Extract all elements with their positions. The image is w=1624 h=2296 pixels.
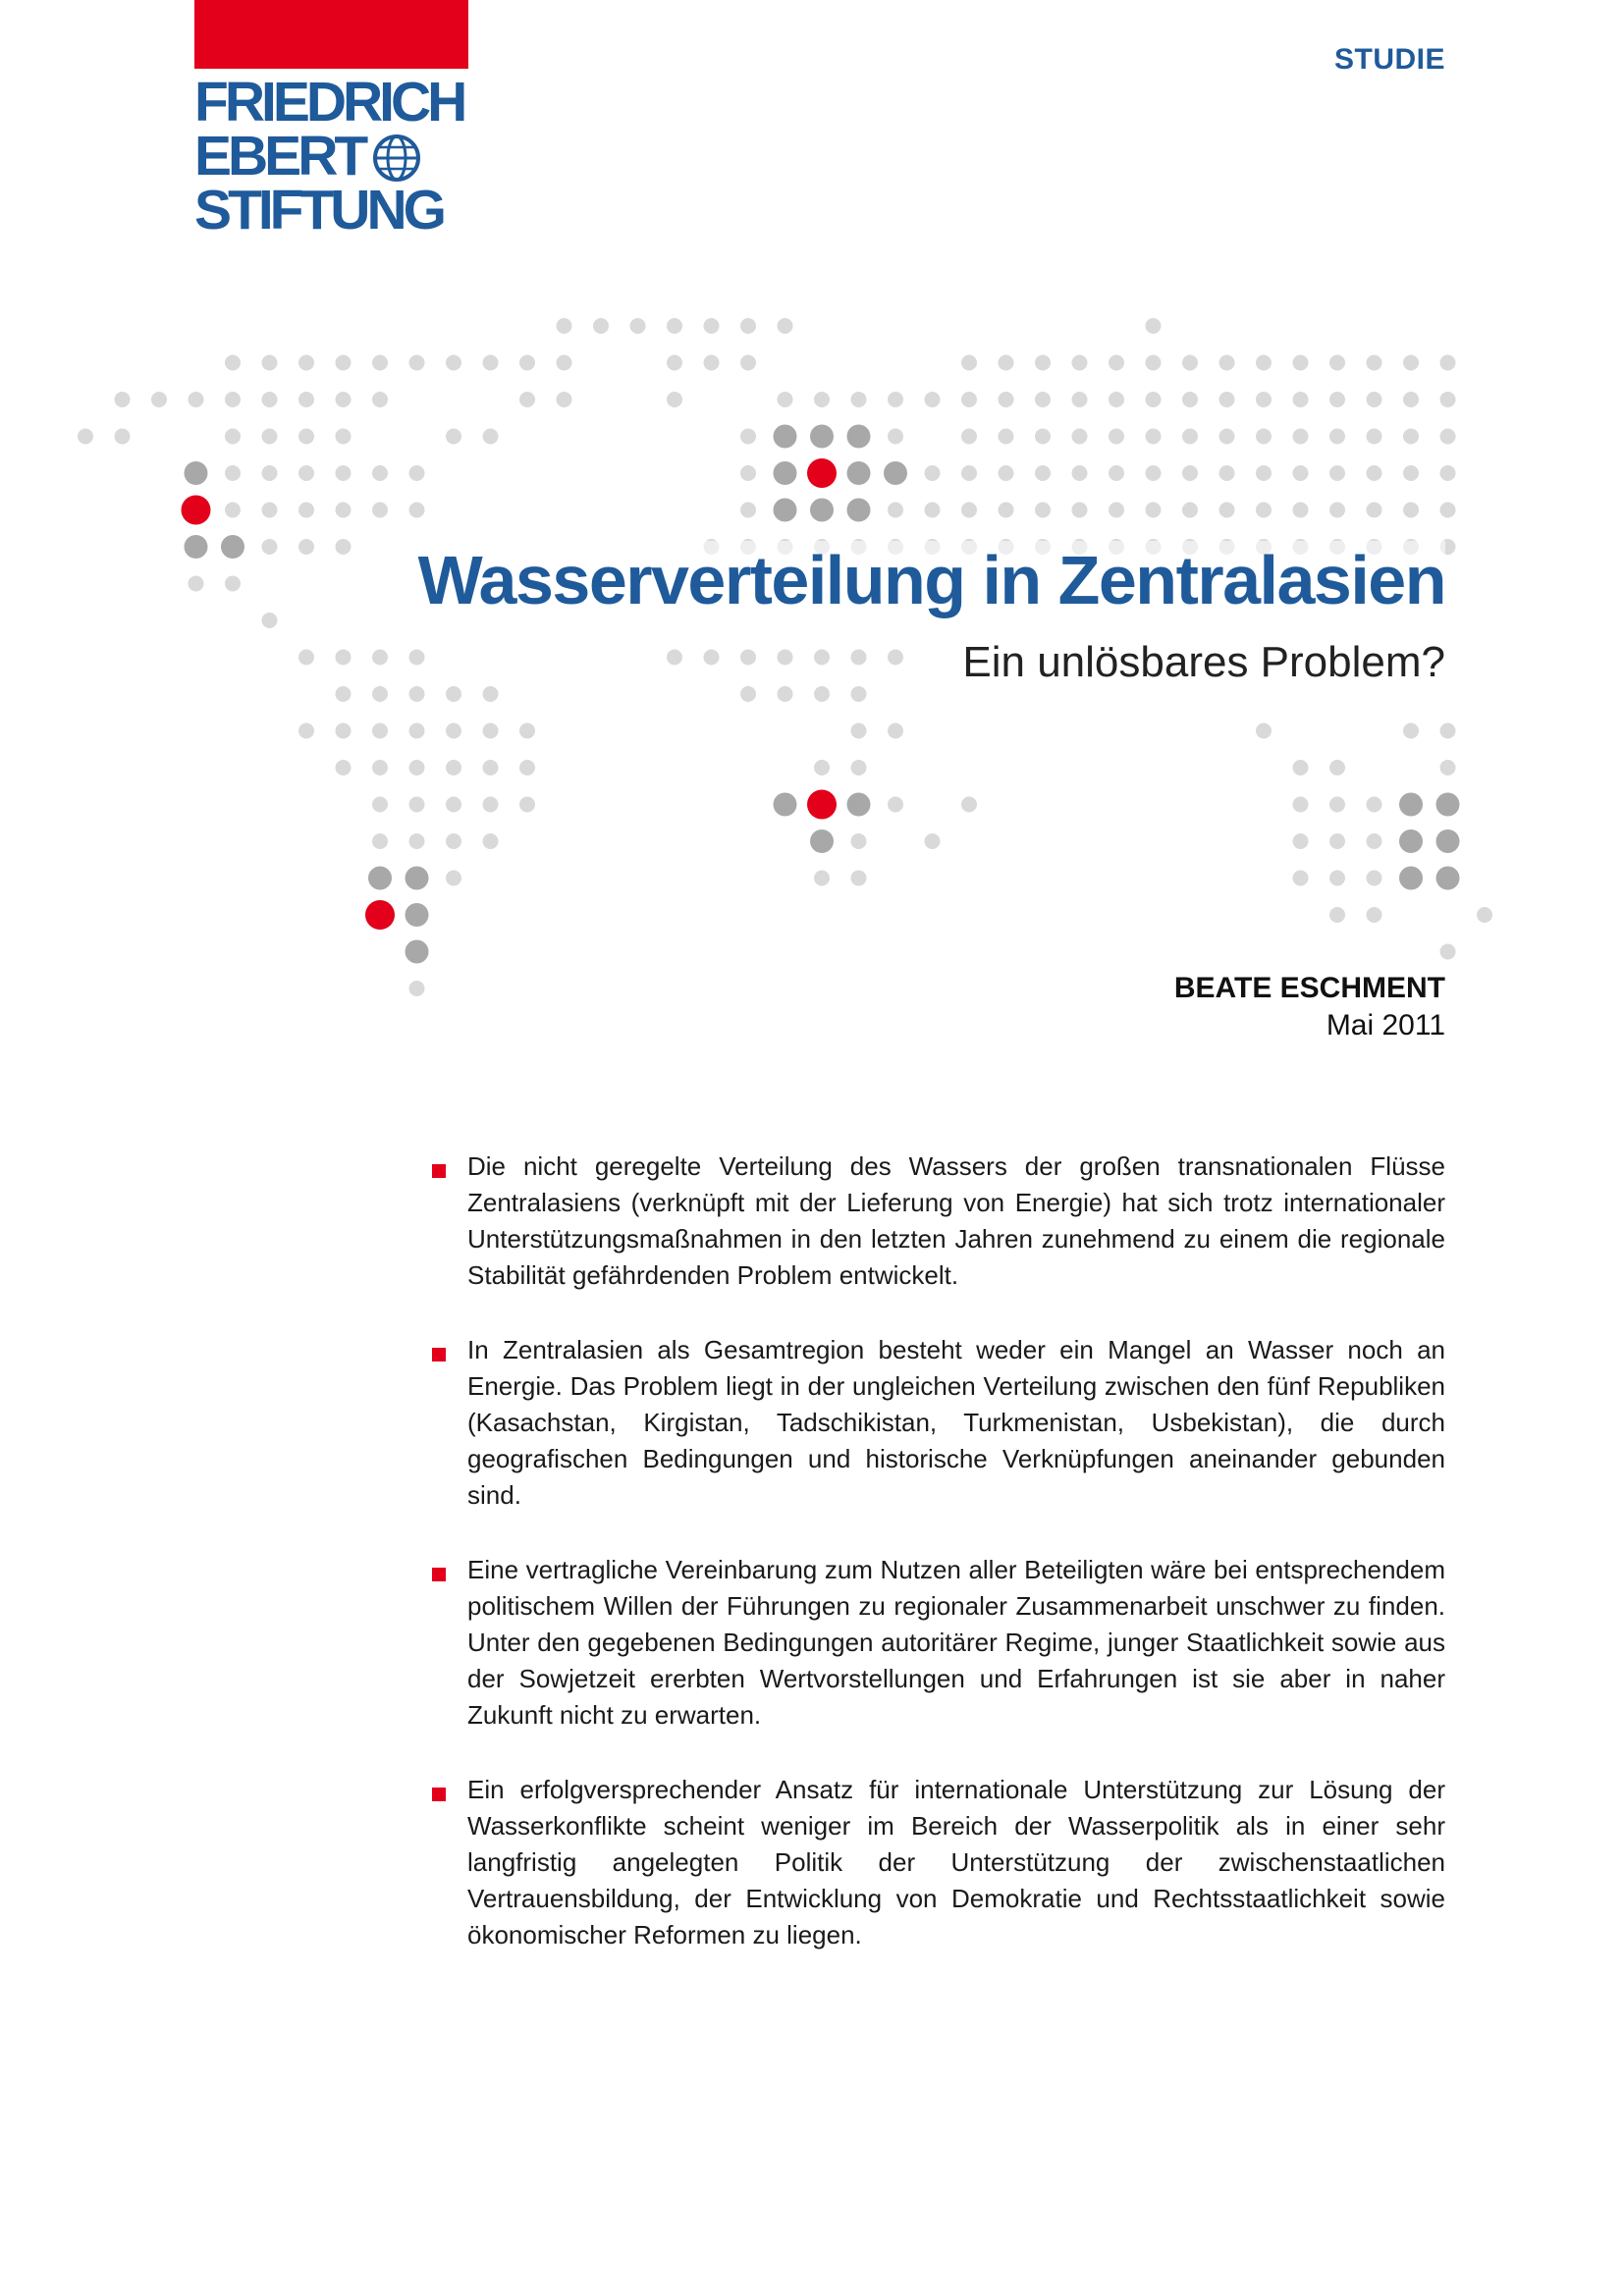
map-dot: [1440, 355, 1456, 371]
document-type-label: STUDIE: [1333, 43, 1445, 76]
map-dot: [1440, 503, 1456, 518]
map-dot: [1293, 465, 1309, 481]
map-dot: [1219, 465, 1235, 481]
map-dot: [409, 650, 425, 666]
map-dot: [483, 355, 499, 371]
map-dot: [925, 833, 941, 849]
map-dot: [446, 355, 461, 371]
map-dot: [1109, 392, 1124, 407]
map-dot: [778, 318, 793, 334]
map-dot: [999, 503, 1014, 518]
map-dot: [1256, 465, 1272, 481]
map-dot: [778, 650, 793, 666]
map-dot: [298, 392, 314, 407]
map-dot: [372, 686, 388, 702]
map-dot: [667, 318, 682, 334]
map-dot-dark: [1436, 793, 1460, 817]
map-dot: [1329, 760, 1345, 775]
map-dot: [704, 650, 720, 666]
map-dot: [888, 429, 903, 445]
map-dot: [519, 392, 535, 407]
map-dot: [409, 981, 425, 996]
map-dot: [1329, 907, 1345, 923]
map-dot-dark: [1399, 793, 1423, 817]
red-square-bullet-icon: [432, 1164, 446, 1178]
bullet-text: Eine vertragliche Vereinbarung zum Nutzen aller Beteiligten wäre bei entsprechendem politischem Willen der Führungen zu regionaler Zusammenarbeit unschwer zu finden. Unter den gegebenen Bedingungen autoritärer Regime, junger Staatlichkeit sowie aus der Sowjetzeit ererbten Wertvorstellungen und Erfahrungen ist sie aber in naher Zukunft nicht zu erwarten.: [467, 1555, 1445, 1730]
map-dot-dark: [1436, 867, 1460, 890]
bullet-text: Ein erfolgversprechender Ansatz für internationale Unterstützung zur Lösung der Wasserkonflikte scheint weniger im Bereich der Wasserpolitik als in einer sehr langfristig angelegten Politik der Unterstützung der zwischenstaatlichen Vertrauensbildung, der Entwicklung von Demokratie und Rechtsstaatlichkeit sowie ökonomischer Reformen zu liegen.: [467, 1775, 1445, 1949]
map-dot: [1440, 760, 1456, 775]
map-dot: [446, 429, 461, 445]
map-dot: [851, 760, 867, 775]
map-dot: [1035, 503, 1051, 518]
map-dot: [336, 503, 352, 518]
map-dot: [667, 355, 682, 371]
summary-bullet: [432, 1148, 1445, 1294]
map-dot: [1440, 723, 1456, 739]
map-dot-dark: [221, 535, 244, 559]
map-dot: [1146, 318, 1162, 334]
map-dot-highlight: [365, 900, 395, 930]
map-dot: [1072, 503, 1088, 518]
map-dot: [262, 503, 278, 518]
map-dot: [961, 465, 977, 481]
map-dot: [1293, 355, 1309, 371]
map-dot: [1367, 392, 1382, 407]
map-dot: [1219, 429, 1235, 445]
map-dot: [225, 355, 241, 371]
map-dot: [1329, 355, 1345, 371]
map-dot: [557, 392, 572, 407]
map-dot: [1440, 429, 1456, 445]
map-dot: [1403, 355, 1419, 371]
logo-line-1: FRIEDRICH: [194, 71, 464, 133]
map-dot: [1109, 465, 1124, 481]
map-dot: [1219, 503, 1235, 518]
map-dot: [336, 723, 352, 739]
map-dot: [999, 392, 1014, 407]
map-dot: [1329, 871, 1345, 886]
map-dot-dark: [406, 903, 429, 927]
map-dot: [851, 871, 867, 886]
map-dot: [1329, 429, 1345, 445]
map-dot: [778, 392, 793, 407]
map-dot: [778, 686, 793, 702]
map-dot: [519, 355, 535, 371]
map-dot: [298, 539, 314, 555]
map-dot: [336, 429, 352, 445]
map-dot: [740, 465, 756, 481]
map-dot-dark: [847, 425, 871, 449]
map-dot: [667, 650, 682, 666]
map-dot: [189, 576, 204, 592]
map-dot: [667, 392, 682, 407]
map-dot: [740, 686, 756, 702]
map-dot: [372, 503, 388, 518]
map-dot: [1440, 465, 1456, 481]
map-dot: [704, 318, 720, 334]
map-dot: [740, 429, 756, 445]
map-dot: [336, 650, 352, 666]
map-dot: [1329, 797, 1345, 813]
map-dot-dark: [1399, 829, 1423, 853]
map-dot: [888, 650, 903, 666]
map-dot: [446, 686, 461, 702]
map-dot: [336, 392, 352, 407]
map-dot: [483, 429, 499, 445]
map-dot: [1293, 760, 1309, 775]
map-dot: [1072, 392, 1088, 407]
map-dot-dark: [810, 499, 834, 522]
map-dot: [851, 650, 867, 666]
map-dot: [409, 833, 425, 849]
map-dot-dark: [810, 829, 834, 853]
map-dot: [1329, 392, 1345, 407]
map-dot: [1329, 503, 1345, 518]
map-dot: [1182, 503, 1198, 518]
map-dot: [1182, 429, 1198, 445]
map-dot: [1403, 465, 1419, 481]
map-dot: [1146, 429, 1162, 445]
map-dot: [446, 833, 461, 849]
map-dot-highlight: [807, 790, 837, 820]
summary-bullet-list: [432, 1148, 1445, 1992]
map-dot: [999, 429, 1014, 445]
map-dot: [409, 686, 425, 702]
map-dot: [740, 355, 756, 371]
map-dot: [925, 392, 941, 407]
map-dot: [1256, 355, 1272, 371]
map-dot: [814, 686, 830, 702]
map-dot: [888, 797, 903, 813]
page-title: Wasserverteilung in Zentralasien: [417, 542, 1445, 618]
map-dot: [1477, 907, 1492, 923]
map-dot: [519, 723, 535, 739]
map-dot: [336, 539, 352, 555]
publication-date: Mai 2011: [1326, 1009, 1445, 1041]
map-dot: [262, 429, 278, 445]
map-dot: [593, 318, 609, 334]
bullet-text: Die nicht geregelte Verteilung des Wassers der großen transnationalen Flüsse Zentralasiens (verknüpft mit der Lieferung von Energie) hat sich trotz internationaler Unterstützungsmaßnahmen in den letzten Jahren zunehmend zu einem die regionale Stabilität gefährdenden Problem entwickelt.: [467, 1151, 1445, 1290]
map-dot: [1293, 871, 1309, 886]
map-dot: [372, 723, 388, 739]
map-dot: [336, 465, 352, 481]
map-dot: [372, 465, 388, 481]
map-dot: [557, 318, 572, 334]
map-dot: [409, 465, 425, 481]
map-dot: [483, 723, 499, 739]
map-dot: [1440, 392, 1456, 407]
map-dot-dark: [1399, 867, 1423, 890]
map-dot: [1256, 429, 1272, 445]
map-dot: [1329, 465, 1345, 481]
map-dot: [446, 760, 461, 775]
map-dot: [888, 503, 903, 518]
map-dot: [298, 650, 314, 666]
map-dot: [1182, 355, 1198, 371]
map-dot: [446, 871, 461, 886]
map-dot: [1072, 355, 1088, 371]
map-dot: [483, 833, 499, 849]
map-dot: [1072, 429, 1088, 445]
map-dot: [262, 539, 278, 555]
map-dot: [851, 686, 867, 702]
map-dot: [1440, 944, 1456, 960]
map-dot: [961, 355, 977, 371]
map-dot: [1109, 503, 1124, 518]
map-dot: [1367, 355, 1382, 371]
map-dot: [262, 613, 278, 628]
map-dot: [961, 797, 977, 813]
map-dot-highlight: [182, 496, 211, 525]
map-dot: [1367, 833, 1382, 849]
map-dot: [372, 650, 388, 666]
logo-line-2: EBERT: [194, 125, 365, 187]
map-dot: [409, 355, 425, 371]
map-dot: [78, 429, 93, 445]
map-dot: [851, 392, 867, 407]
map-dot: [372, 797, 388, 813]
map-dot-dark: [406, 940, 429, 964]
map-dot: [1035, 429, 1051, 445]
map-dot: [1146, 465, 1162, 481]
map-dot: [1367, 503, 1382, 518]
map-dot-dark: [847, 793, 871, 817]
map-dot: [961, 503, 977, 518]
map-dot: [262, 355, 278, 371]
map-dot: [1109, 429, 1124, 445]
map-dot: [262, 465, 278, 481]
red-square-bullet-icon: [432, 1348, 446, 1362]
map-dot: [999, 355, 1014, 371]
logo-line-3: STIFTUNG: [194, 179, 443, 241]
map-dot: [115, 392, 131, 407]
map-dot-dark: [847, 461, 871, 485]
world-dot-map: [0, 0, 1624, 1080]
map-dot: [298, 429, 314, 445]
map-dot: [1182, 465, 1198, 481]
map-dot: [409, 723, 425, 739]
map-dot-dark: [774, 793, 797, 817]
summary-bullet: [432, 1552, 1445, 1734]
page-subtitle: Ein unlösbares Problem?: [962, 638, 1445, 686]
map-dot: [483, 797, 499, 813]
map-dot: [814, 760, 830, 775]
map-dot: [740, 503, 756, 518]
summary-bullet: [432, 1332, 1445, 1514]
map-dot: [1329, 833, 1345, 849]
map-dot: [1367, 429, 1382, 445]
map-dot: [483, 686, 499, 702]
map-dot: [1072, 465, 1088, 481]
map-dot: [409, 797, 425, 813]
map-dot: [225, 465, 241, 481]
map-dot: [225, 392, 241, 407]
map-dot: [814, 871, 830, 886]
map-dot: [262, 392, 278, 407]
map-dot-dark: [847, 499, 871, 522]
map-dot: [336, 355, 352, 371]
map-dot: [446, 797, 461, 813]
map-dot: [1403, 503, 1419, 518]
bullet-text: In Zentralasien als Gesamtregion besteht weder ein Mangel an Wasser noch an Energie. Das Problem liegt in der ungleichen Verteilung zwischen den fünf Republiken (Kasachstan, Kirgistan, Tadschikistan, Turkmenistan, Usbekistan), die durch geografischen Bedingungen und historische Verknüpfungen aneinander gebunden sind.: [467, 1335, 1445, 1510]
map-dot: [814, 392, 830, 407]
map-dot: [225, 429, 241, 445]
map-dot-dark: [185, 461, 208, 485]
map-dot: [1293, 833, 1309, 849]
map-dot: [189, 392, 204, 407]
map-dot: [1182, 392, 1198, 407]
map-dot-highlight: [807, 458, 837, 488]
map-dot: [1256, 503, 1272, 518]
map-dot: [1403, 723, 1419, 739]
map-dot: [298, 503, 314, 518]
map-dot: [1256, 392, 1272, 407]
map-dot: [1219, 392, 1235, 407]
map-dot: [1146, 392, 1162, 407]
map-dot-dark: [406, 867, 429, 890]
map-dot: [1367, 465, 1382, 481]
map-dot: [225, 503, 241, 518]
map-dot: [814, 650, 830, 666]
author-name: BEATE ESCHMENT: [1173, 972, 1445, 1004]
red-square-bullet-icon: [432, 1788, 446, 1801]
map-dot: [1219, 355, 1235, 371]
map-dot: [519, 797, 535, 813]
map-dot: [1109, 355, 1124, 371]
map-dot: [704, 355, 720, 371]
map-dot: [519, 760, 535, 775]
map-dot: [372, 355, 388, 371]
map-dot: [1035, 465, 1051, 481]
map-dot: [925, 503, 941, 518]
map-dot-dark: [774, 425, 797, 449]
map-dot: [409, 760, 425, 775]
map-dot: [1035, 392, 1051, 407]
map-dot: [1367, 907, 1382, 923]
map-dot: [115, 429, 131, 445]
map-dot: [1293, 797, 1309, 813]
map-dot: [888, 392, 903, 407]
map-dot: [336, 686, 352, 702]
map-dot: [372, 760, 388, 775]
map-dot: [740, 650, 756, 666]
map-dot-dark: [368, 867, 392, 890]
map-dot-dark: [774, 499, 797, 522]
map-dot: [151, 392, 167, 407]
map-dot: [961, 429, 977, 445]
map-dot-dark: [774, 461, 797, 485]
map-dot: [372, 833, 388, 849]
map-dot: [925, 465, 941, 481]
map-dot: [1035, 355, 1051, 371]
map-dot: [1293, 429, 1309, 445]
map-dot: [1293, 392, 1309, 407]
map-dot: [888, 723, 903, 739]
map-dot: [1293, 503, 1309, 518]
map-dot: [1403, 429, 1419, 445]
map-dot: [336, 760, 352, 775]
map-dot: [483, 760, 499, 775]
red-square-bullet-icon: [432, 1568, 446, 1581]
map-dot-dark: [185, 535, 208, 559]
map-dot: [1403, 392, 1419, 407]
map-dot: [225, 576, 241, 592]
map-dot: [298, 465, 314, 481]
map-dot-dark: [810, 425, 834, 449]
map-dot: [740, 318, 756, 334]
map-dot: [557, 355, 572, 371]
map-dot: [298, 355, 314, 371]
map-dot: [1367, 797, 1382, 813]
map-dot: [409, 503, 425, 518]
map-dot: [851, 833, 867, 849]
map-dot: [1146, 503, 1162, 518]
map-dot: [1256, 723, 1272, 739]
map-dot: [298, 723, 314, 739]
map-dot-dark: [1436, 829, 1460, 853]
map-dot: [446, 723, 461, 739]
map-dot: [961, 392, 977, 407]
map-dot: [1146, 355, 1162, 371]
map-dot-dark: [884, 461, 907, 485]
map-dot: [1367, 871, 1382, 886]
map-dot: [851, 723, 867, 739]
map-dot: [999, 465, 1014, 481]
summary-bullet: [432, 1772, 1445, 1953]
map-dot: [372, 392, 388, 407]
map-dot: [630, 318, 646, 334]
